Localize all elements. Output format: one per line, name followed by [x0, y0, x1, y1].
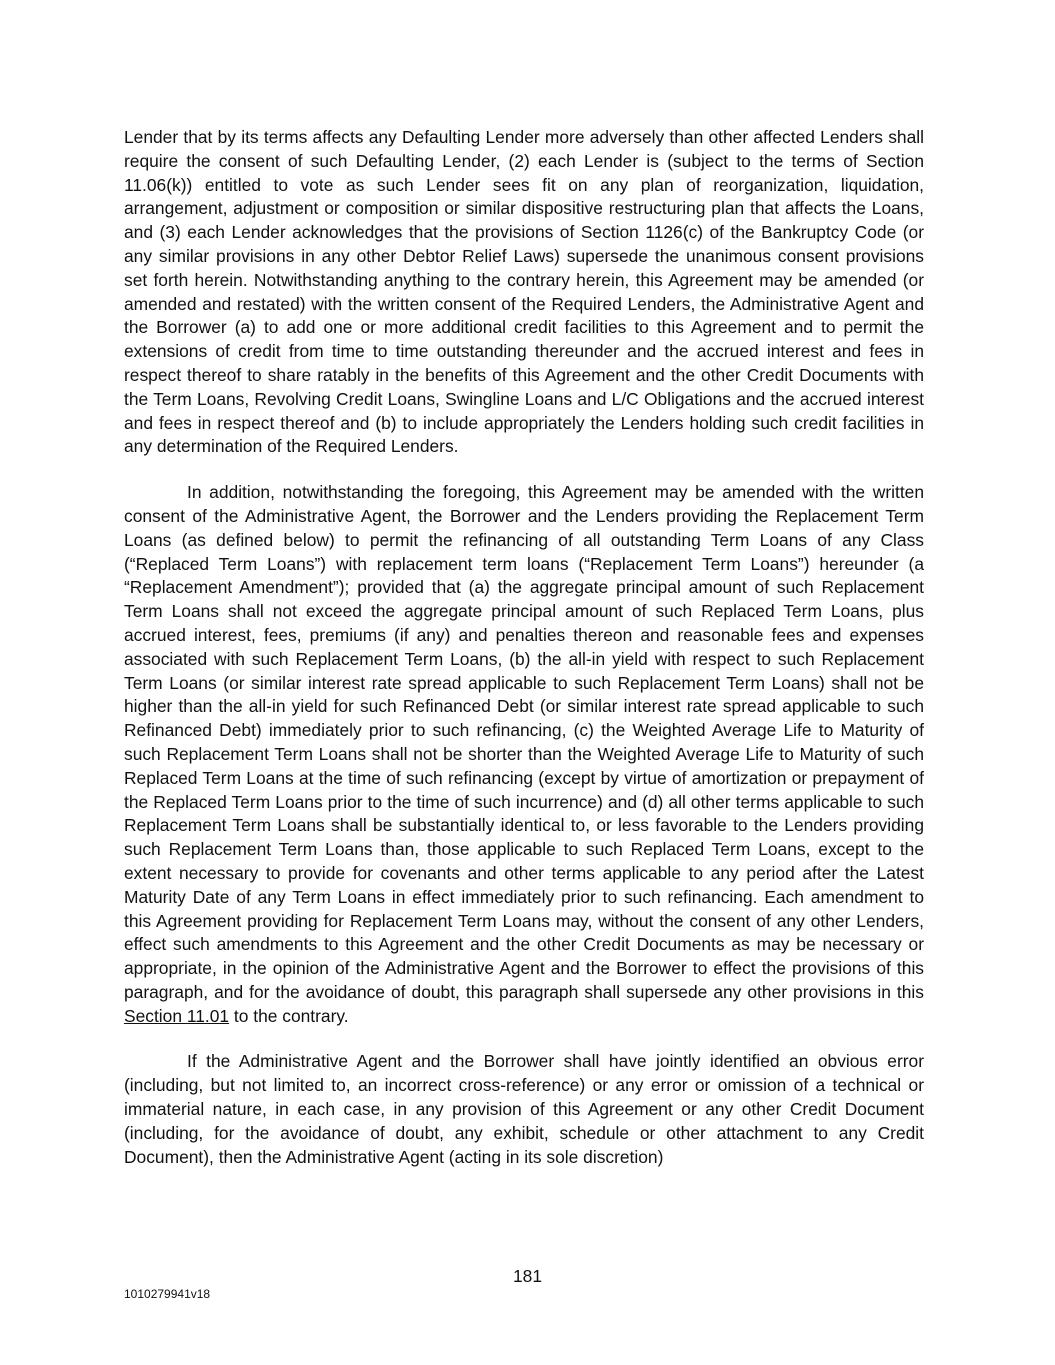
paragraph-obvious-error: If the Administrative Agent and the Borrower shall have jointly identified an obvious error (including, but not limited to, an incorrect cross-reference) or any error or omission of a technical or immaterial nature, in each case, in any provision of this Agreement or any other Credit Document (including, for the avoidance of doubt, any exhibit, schedule or other attachment to any Credit Document), then the Administrative Agent (acting in its sole discretion)	[124, 1051, 924, 1167]
paragraph-continuation: Lender that by its terms affects any Defaulting Lender more adversely than other affected Lenders shall require the consent of such Defaulting Lender, (2) each Lender is (subject to the terms of Section 11.06(k)) entitled to vote as such Lender sees fit on any plan of reorganization, liquidation, arrangement, adjustment or composition or similar dispositive restructuring plan that affects the Loans, and (3) each Lender acknowledges that the provisions of Section 1126(c) of the Bankruptcy Code (or any similar provisions in any other Debtor Relief Laws) supersede the unanimous consent provisions set forth herein. Notwithstanding anything to the contrary herein, this Agreement may be amended (or amended and restated) with the written consent of the Required Lenders, the Administrative Agent and the Borrower (a) to add one or more additional credit facilities to this Agreement and to permit the extensions of credit from time to time outstanding thereunder and the accrued interest and fees in respect thereof to share ratably in the benefits of this Agreement and the other Credit Documents with the Term Loans, Revolving Credit Loans, Swingline Loans and L/C Obligations and the accrued interest and fees in respect thereof and (b) to include appropriately the Lenders holding such credit facilities in any determination of the Required Lenders.	[124, 127, 924, 457]
document-body	[124, 126, 924, 1169]
paragraph-text: In addition, notwithstanding the foregoing, this Agreement may be amended with the written consent of the Administrative Agent, the Borrower and the Lenders providing the Replacement Term Loans (as defined below) to permit the refinancing of all outstanding Term Loans of any Class (“Replaced Term Loans”) with replacement term loans (“Replacement Term Loans”) hereunder (a “Replacement Amendment”); provided that (a) the aggregate principal amount of such Replacement Term Loans shall not exceed the aggregate principal amount of such Replaced Term Loans, plus accrued interest, fees, premiums (if any) and penalties thereon and reasonable fees and expenses associated with such Replacement Term Loans, (b) the all-in yield with respect to such Replacement Term Loans (or similar interest rate spread applicable to such Replacement Term Loans) shall not be higher than the all-in yield for such Refinanced Debt (or similar interest rate spread applicable to such Refinanced Debt) immediately prior to such refinancing, (c) the Weighted Average Life to Maturity of such Replacement Term Loans shall not be shorter than the Weighted Average Life to Maturity of such Replaced Term Loans at the time of such refinancing (except by virtue of amortization or prepayment of the Replaced Term Loans prior to the time of such incurrence) and (d) all other terms applicable to such Replacement Term Loans shall be substantially identical to, or less favorable to the Lenders providing such Replacement Term Loans than, those applicable to such Replaced Term Loans, except to the extent necessary to provide for covenants and other terms applicable to any period after the Latest Maturity Date of any Term Loans in effect immediately prior to such refinancing. Each amendment to this Agreement providing for Replacement Term Loans may, without the consent of any other Lenders, effect such amendments to this Agreement and the other Credit Documents as may be necessary or appropriate, in the opinion of the Administrative Agent and the Borrower to effect the provisions of this paragraph, and for the avoidance of doubt, this paragraph shall supersede any other provisions in this	[124, 482, 924, 1002]
section-reference: Section 11.01	[124, 1005, 230, 1026]
document-id: 1010279941v18	[124, 1287, 211, 1301]
paragraph-replacement-term-loans	[124, 481, 924, 1028]
paragraph-text: to the contrary.	[229, 1005, 349, 1026]
page-number: 181	[512, 1266, 542, 1286]
